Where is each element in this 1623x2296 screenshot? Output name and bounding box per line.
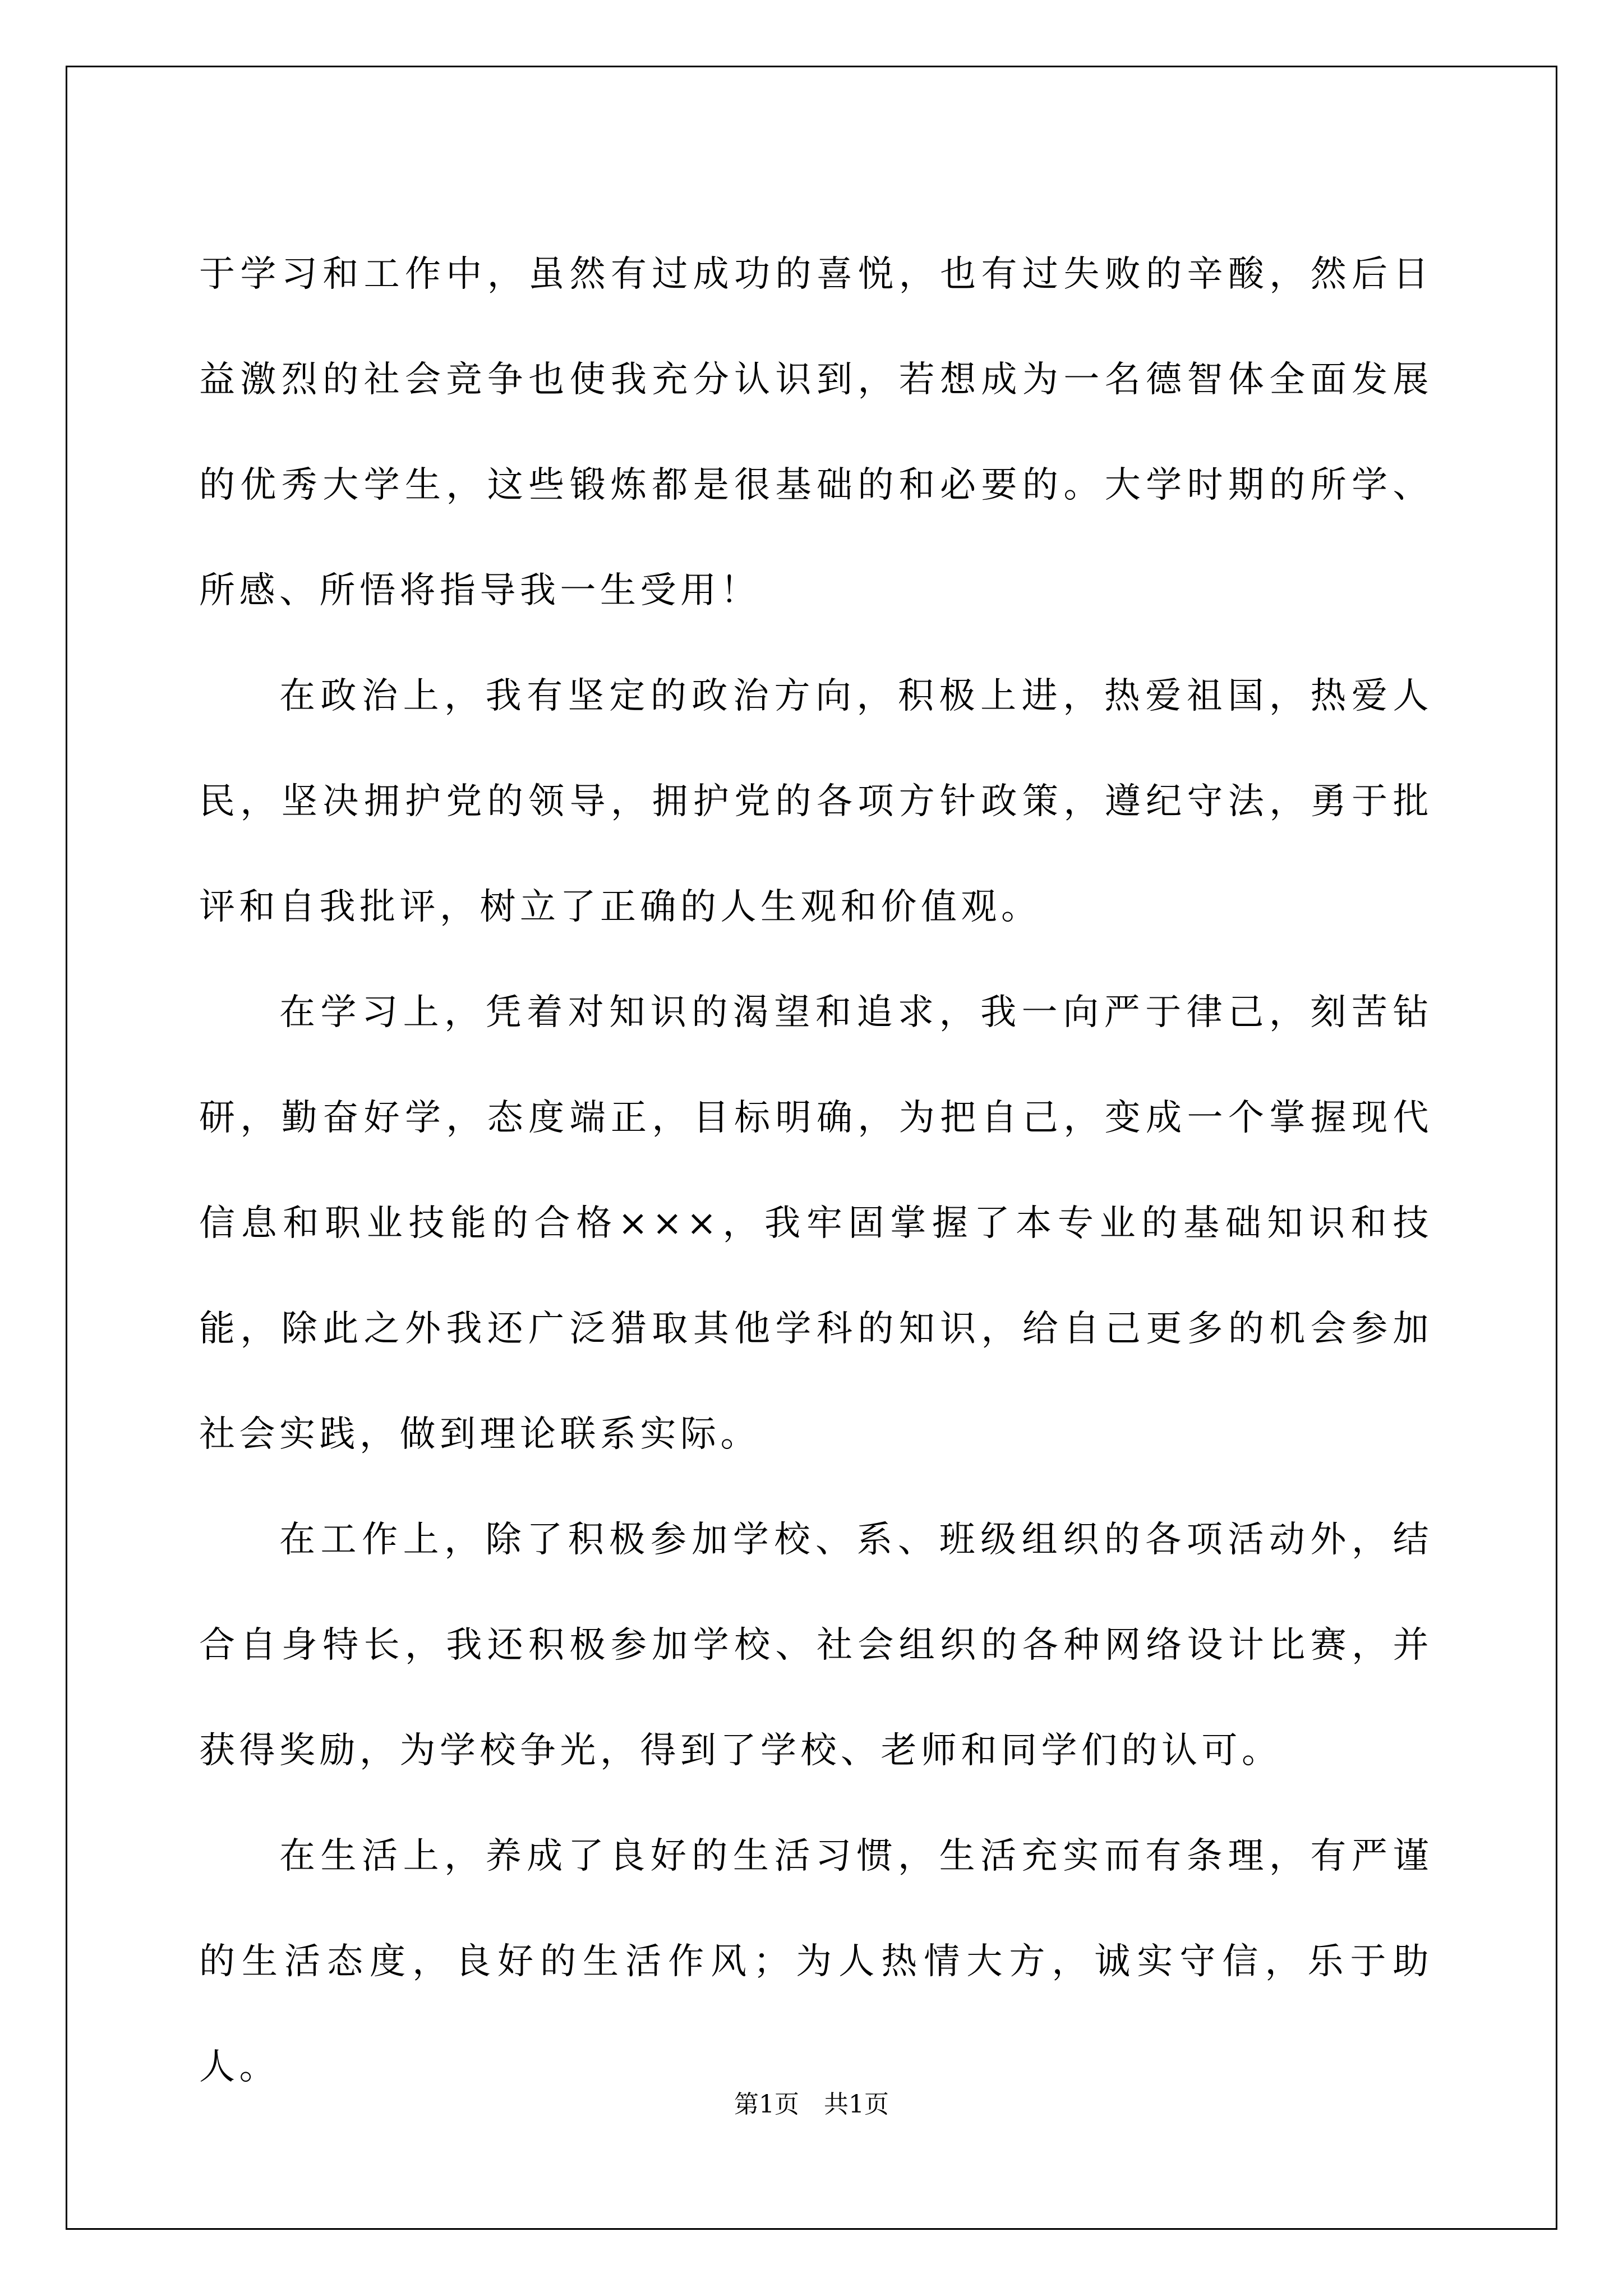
paragraph-1: 于学习和工作中，虽然有过成功的喜悦，也有过失败的辛酸，然后日益激烈的社会竞争也使我充分认识到，若想成为一名德智体全面发展的优秀大学生，这些锻炼都是很基础的和必要的。大学时期的所学、所感、所悟将指导我一生受用！	[199, 254, 1433, 611]
paragraph-4: 在工作上，除了积极参加学校、系、班级组织的各项活动外，结合自身特长，我还积极参加学校、社会组织的各种网络设计比赛，并获得奖励，为学校争光，得到了学校、老师和同学们的认可。	[199, 1519, 1433, 1772]
document-body	[199, 222, 1433, 2120]
paragraph-3: 在学习上，凭着对知识的渴望和追求，我一向严于律己，刻苦钻研，勤奋好学，态度端正，目标明确，为把自己，变成一个掌握现代信息和职业技能的合格×××，我牢固掌握了本专业的基础知识和技能，除此之外我还广泛猎取其他学科的知识，给自己更多的机会参加社会实践，做到理论联系实际。	[199, 992, 1433, 1455]
page-number-total: 共1页	[824, 2090, 889, 2119]
paragraph-2: 在政治上，我有坚定的政治方向，积极上进，热爱祖国，热爱人民，坚决拥护党的领导，拥护党的各项方针政策，遵纪守法，勇于批评和自我批评，树立了正确的人生观和价值观。	[199, 675, 1433, 928]
page-footer	[0, 2088, 1623, 2122]
paragraph-5: 在生活上，养成了良好的生活习惯，生活充实而有条理，有严谨的生活态度，良好的生活作风；为人热情大方，诚实守信，乐于助人。	[199, 1835, 1433, 2088]
page-number-current: 第1页	[734, 2090, 799, 2119]
